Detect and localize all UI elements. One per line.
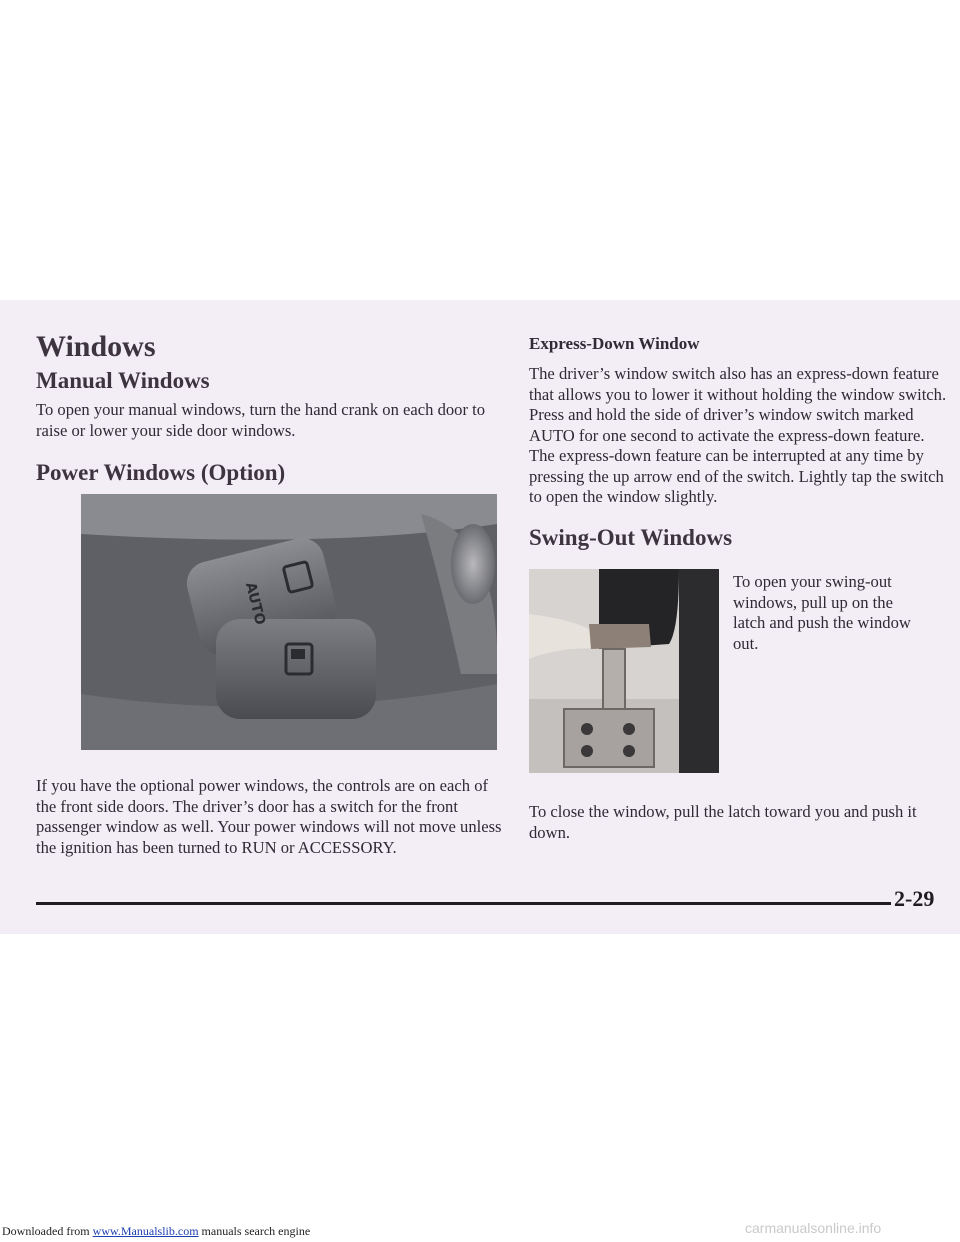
swing-out-open-text: To open your swing-out windows, pull up on the latch and push the window out. <box>733 572 911 653</box>
switch-auto-label: AUTO <box>241 580 268 627</box>
page-number: 2-29 <box>894 886 935 911</box>
manualslib-link[interactable]: www.Manualslib.com <box>92 1224 199 1238</box>
swing-out-close-wrap <box>529 802 949 843</box>
power-window-switch-photo <box>81 494 497 750</box>
manual-windows-heading: Manual Windows <box>36 368 210 393</box>
swing-out-close-text: To close the window, pull the latch toward you and push it down. <box>529 802 917 842</box>
swing-out-latch-photo <box>529 569 719 773</box>
download-suffix: manuals search engine <box>198 1224 311 1238</box>
left-column <box>36 330 512 487</box>
latch-illustration <box>529 569 719 773</box>
chapter-title: Windows <box>36 330 156 363</box>
window-switch-illustration <box>81 494 497 750</box>
swing-out-side-text-wrap <box>733 572 923 654</box>
power-windows-heading: Power Windows (Option) <box>36 460 286 485</box>
express-down-heading: Express-Down Window <box>529 334 700 353</box>
download-prefix: Downloaded from <box>2 1224 93 1238</box>
watermark-text: carmanualsonline.info <box>745 1220 882 1236</box>
manual-windows-text: To open your manual windows, turn the hand crank on each door to raise or lower your side door windows. <box>36 400 486 440</box>
right-column <box>529 330 949 552</box>
download-source-bar <box>2 1224 310 1239</box>
footer-rule <box>36 902 891 905</box>
left-column-lower <box>36 776 512 858</box>
express-down-text: The driver’s window switch also has an express-down feature that allows you to lower it without holding the window switch. Press and hold the side of driver’s window switch marked AUTO for one second to activate the express-down feature. The express-down feature can be interrupted at any time by pressing the up arrow end of the switch. Lightly tap the switch to open the window slightly. <box>529 364 947 506</box>
power-windows-text: If you have the optional power windows, the controls are on each of the front side doors. The driver’s door has a switch for the front passenger window as well. Your power windows will not move unless the ignition has been turned to RUN or ACCESSORY. <box>36 776 502 857</box>
swing-out-heading: Swing-Out Windows <box>529 524 733 550</box>
